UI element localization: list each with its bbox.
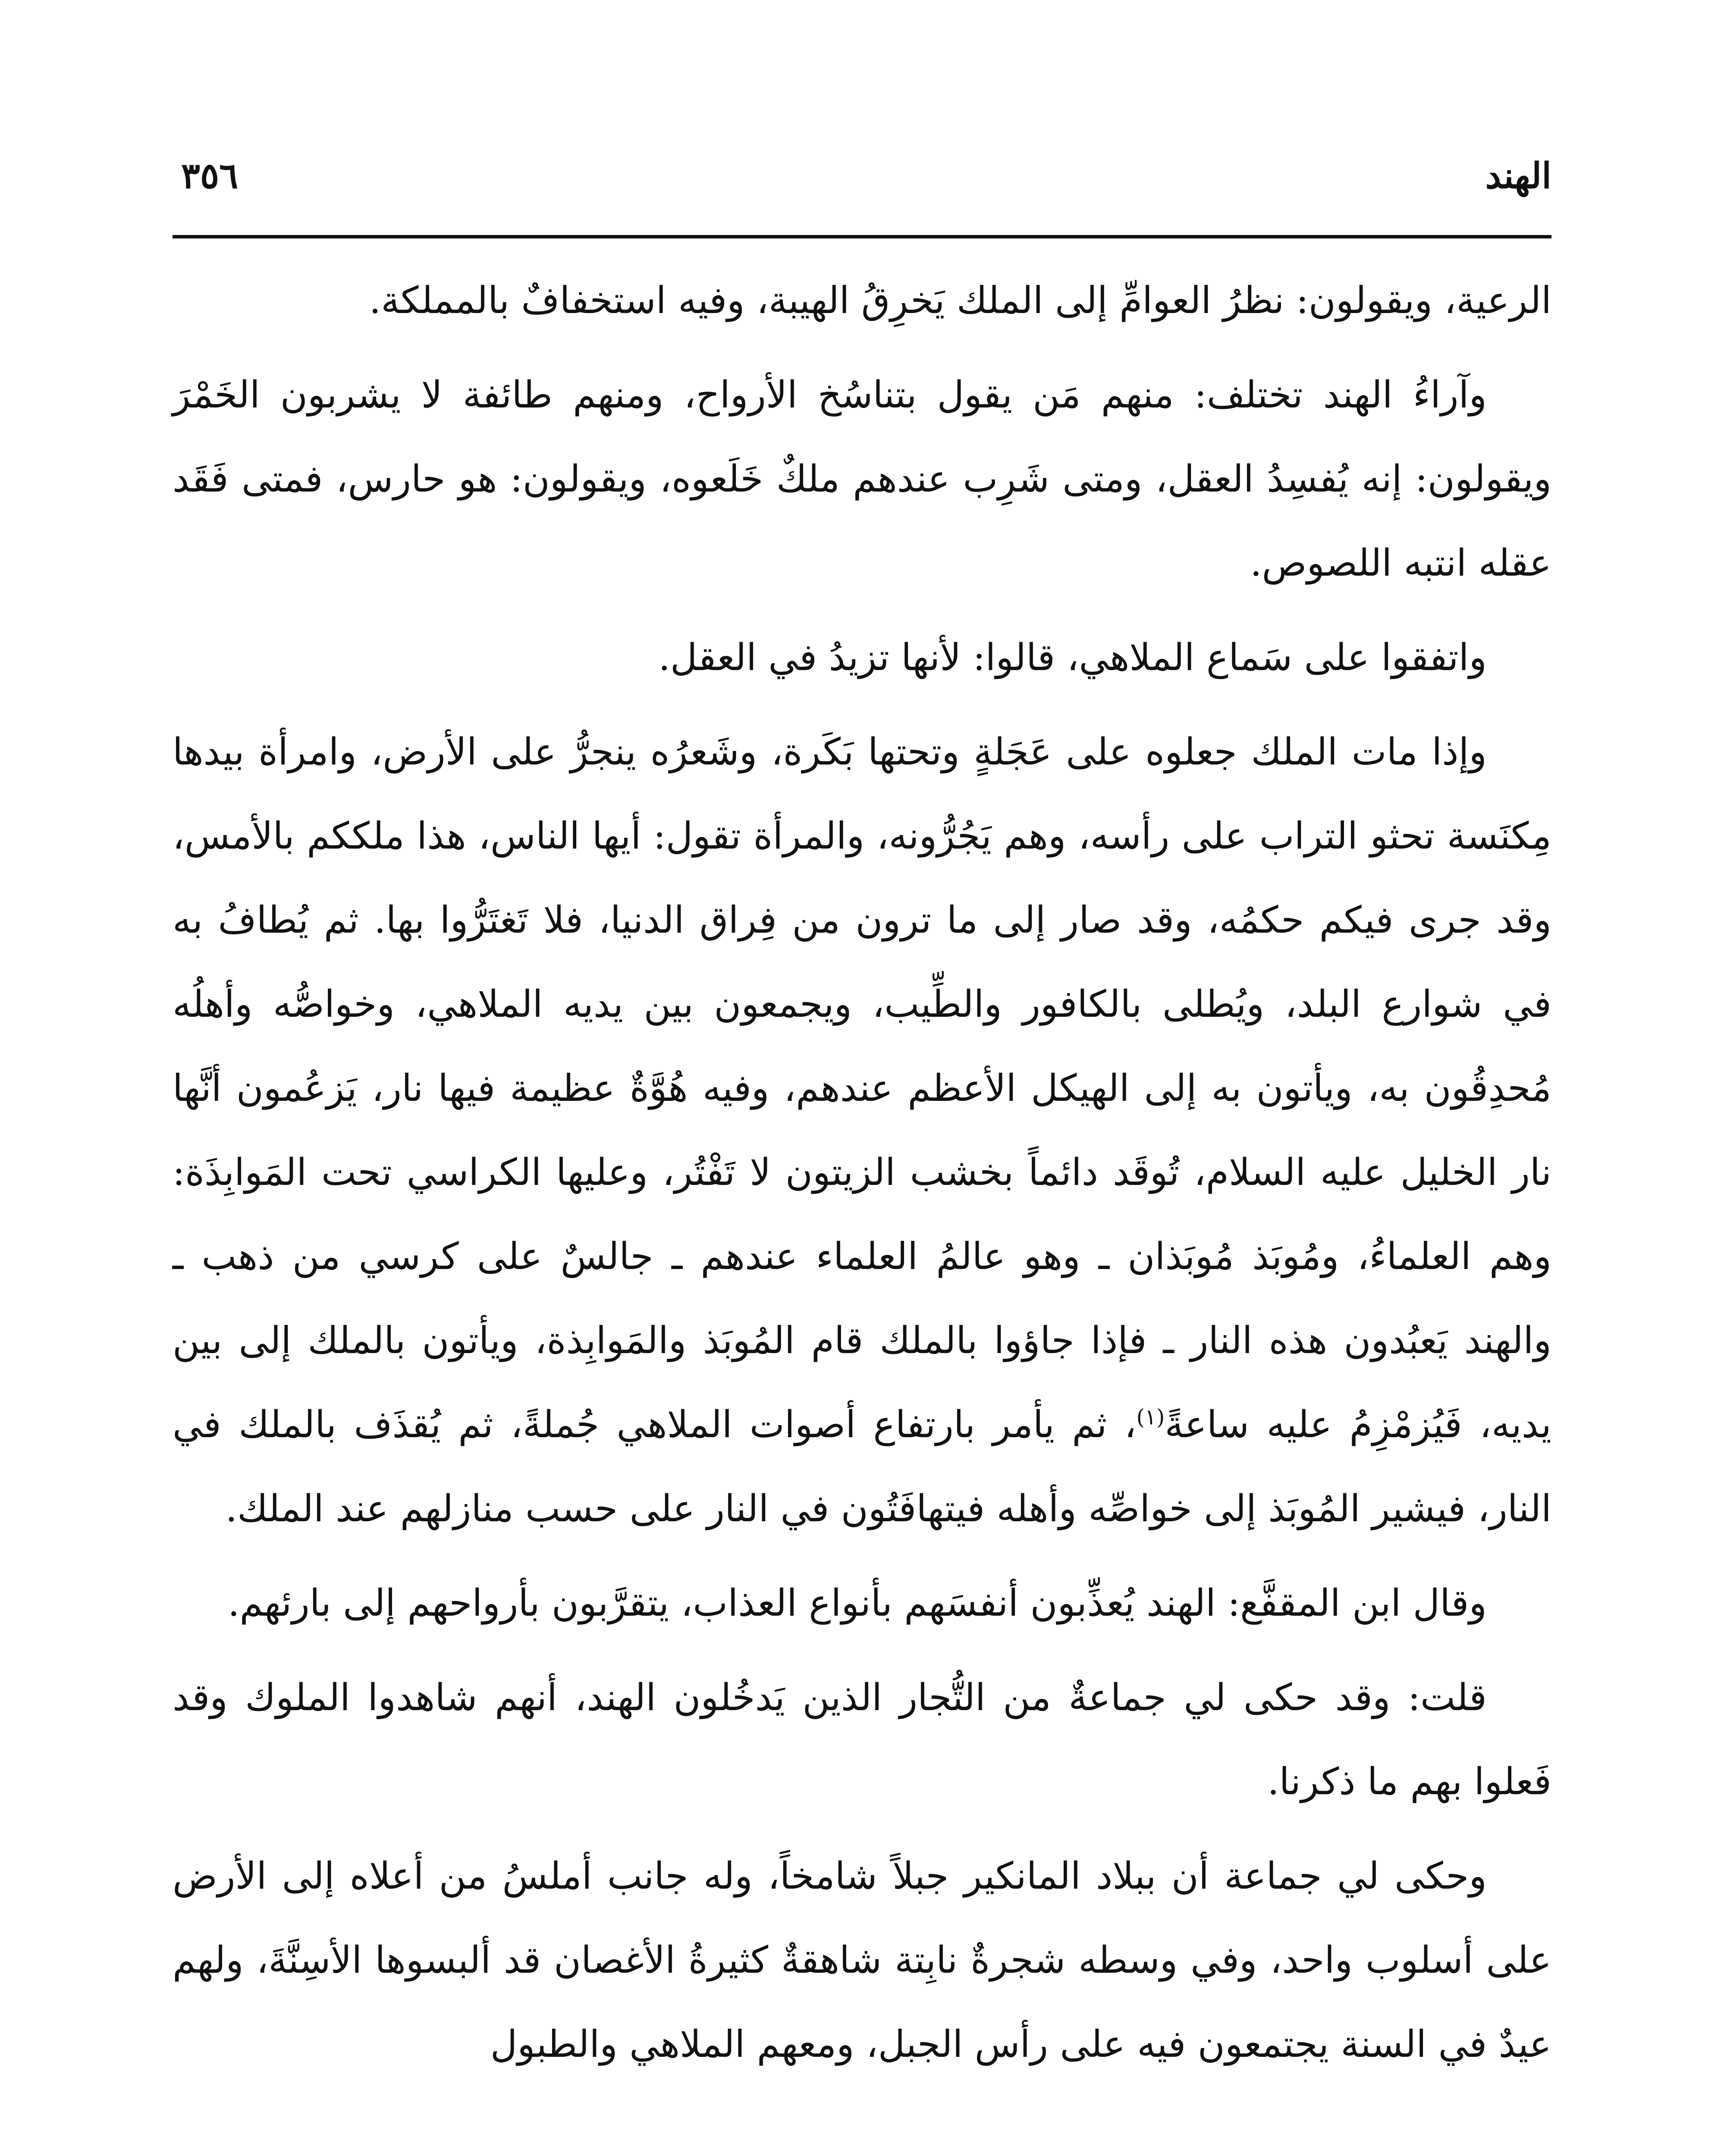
- paragraph-4-part-1: وإذا مات الملك جعلوه على عَجَلةٍ وتحتها بَكَرة، وشَعرُه ينجرُّ على الأرض، وامرأة بيدها مِكنَسة تحثو التراب على رأسه، وهم يَجُرُّونه، والمرأة تقول: أيها الناس، هذا ملككم بالأمس، وقد جرى فيكم حكمُه، وقد صار إلى ما ترون من فِراق الدنيا، فلا تَغتَرُّوا بها. ثم يُطافُ به في شوارع البلد، ويُطلى بالكافور والطِّيب، ويجمعون بين يديه الملاهي، وخواصُّه وأهلُه مُحدِقُون به، ويأتون به إلى الهيكل الأعظم عندهم، وفيه هُوَّةٌ عظيمة فيها نار، يَزعُمون أنَّها نار الخليل عليه السلام، تُوقَد دائماً بخشب الزيتون لا تَفْتُر، وعليها الكراسي تحت المَوابِذَة: وهم العلماءُ، ومُوبَذ مُوبَذان ـ وهو عالمُ العلماء عندهم ـ جالسٌ على كرسي من ذهب ـ والهند يَعبُدون هذه النار ـ فإذا جاؤوا بالملك قام المُوبَذ والمَوابِذة، ويأتون بالملك إلى بين يديه، فَيُزمْزِمُ عليه ساعةً: [173, 730, 1551, 1446]
- paragraph-6: قلت: وقد حكى لي جماعةٌ من التُّجار الذين يَدخُلون الهند، أنهم شاهدوا الملوك وقد فَعلوا بهم ما ذكرنا.: [173, 1676, 1551, 1803]
- paragraph-3: واتفقوا على سَماع الملاهي، قالوا: لأنها تزيدُ في العقل.: [658, 636, 1487, 679]
- paragraph-4-part-2: ، ثم يأمر بارتفاع أصوات الملاهي جُملةً، ثم يُقذَف بالملك في النار، فيشير المُوبَذ إلى خواصِّه وأهله فيتهافَتُون في النار على حسب منازلهم عند الملك.: [173, 1403, 1551, 1530]
- body-text: [173, 259, 1551, 2097]
- paragraph-5: وقال ابن المقفَّع: الهند يُعذِّبون أنفسَهم بأنواع العذاب، يتقرَّبون بأرواحهم إلى بارئهم.: [228, 1582, 1487, 1625]
- paragraph-7: وحكى لي جماعة أن ببلاد المانكير جبلاً شامخاً، وله جانب أملسُ من أعلاه إلى الأرض على أسلوب واحد، وفي وسطه شجرةٌ نابِتة شاهقةٌ كثيرةُ الأغصان قد ألبسوها الأسِنَّةَ، ولهم عيدٌ في السنة يجتمعون فيه على رأس الجبل، ومعهم الملاهي والطبول: [173, 1855, 1551, 2066]
- page-number: ٣٥٦: [181, 155, 239, 197]
- header-rule: [173, 235, 1551, 238]
- paragraph-2: وآراءُ الهند تختلف: منهم مَن يقول بتناسُخ الأرواح، ومنهم طائفة لا يشربون الخَمْرَ ويقولون: إنه يُفسِدُ العقل، ومتى شَرِب عندهم ملكٌ خَلَعوه، ويقولون: هو حارس، فمتى فَقَد عقله انتبه اللصوص.: [173, 373, 1551, 585]
- paragraph-4: [173, 710, 1551, 1551]
- page-header: [173, 147, 1551, 216]
- footnote-reference[interactable]: (١): [1136, 1404, 1165, 1430]
- running-title: الهند: [1485, 155, 1551, 197]
- paragraph-1: الرعية، ويقولون: نظرُ العوامِّ إلى الملك يَخرِقُ الهيبة، وفيه استخفافٌ بالمملكة.: [369, 279, 1551, 322]
